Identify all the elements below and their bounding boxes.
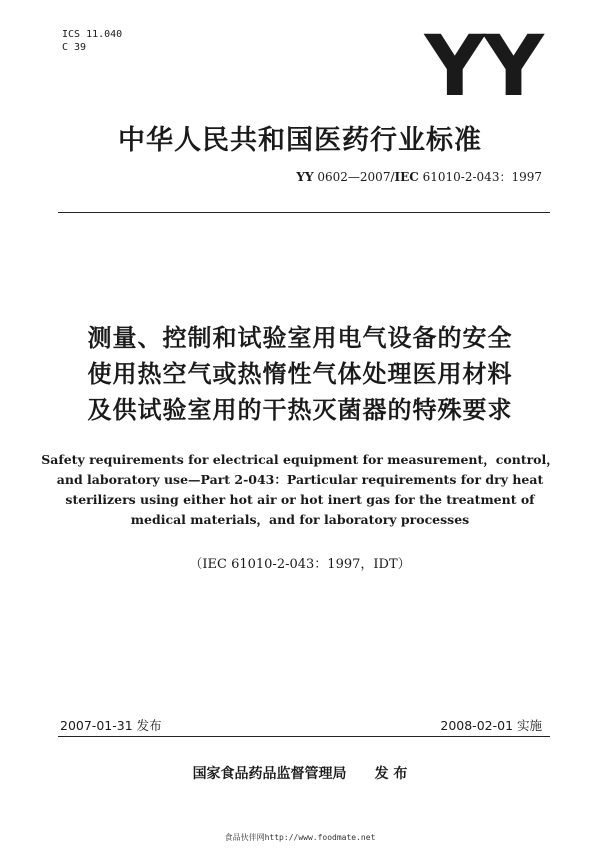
- footer-watermark: 食品伙伴网http://www.foodmate.net: [224, 833, 376, 842]
- issuer-name: 国家食品药品监督管理局: [192, 766, 347, 782]
- ccs-code: C 39: [62, 42, 87, 53]
- iec-prefix: IEC: [394, 170, 419, 184]
- standard-number: [296, 168, 542, 185]
- issuer-action: 发 布: [374, 766, 408, 782]
- standard-prefix: YY: [296, 170, 314, 184]
- chinese-title-line: 测量、控制和试验室用电气设备的安全: [87, 324, 513, 352]
- english-title-line: sterilizers using either hot air or hot inert gas for the treatment of: [65, 492, 535, 507]
- top-divider: [58, 212, 550, 213]
- ics-code: ICS 11.040: [62, 29, 123, 40]
- iec-equivalence: （IEC 61010-2-043：1997，IDT）: [189, 557, 411, 572]
- classification-codes: [62, 28, 122, 54]
- english-title: [0, 450, 600, 530]
- english-title-line: and laboratory use—Part 2-043：Particular requirements for dry heat: [56, 472, 544, 487]
- implementation-date: 2008-02-01 实施: [440, 718, 542, 733]
- iec-number-value: 61010-2-043：1997: [418, 170, 542, 184]
- standard-number-value: 0602—2007/: [313, 170, 395, 184]
- issuing-authority: [0, 763, 600, 783]
- organization-title: 中华人民共和国医药行业标准: [118, 125, 482, 156]
- english-title-line: Safety requirements for electrical equipment for measurement，control，: [41, 452, 559, 467]
- chinese-title: [0, 320, 600, 428]
- yy-logo: YY: [424, 17, 542, 115]
- chinese-title-line: 及供试验室用的干热灭菌器的特殊要求: [87, 396, 513, 424]
- chinese-title-line: 使用热空气或热惰性气体处理医用材料: [87, 360, 513, 388]
- bottom-divider: [58, 736, 550, 737]
- english-title-line: medical materials，and for laboratory processes: [130, 512, 470, 527]
- issue-date: 2007-01-31 发布: [60, 718, 162, 733]
